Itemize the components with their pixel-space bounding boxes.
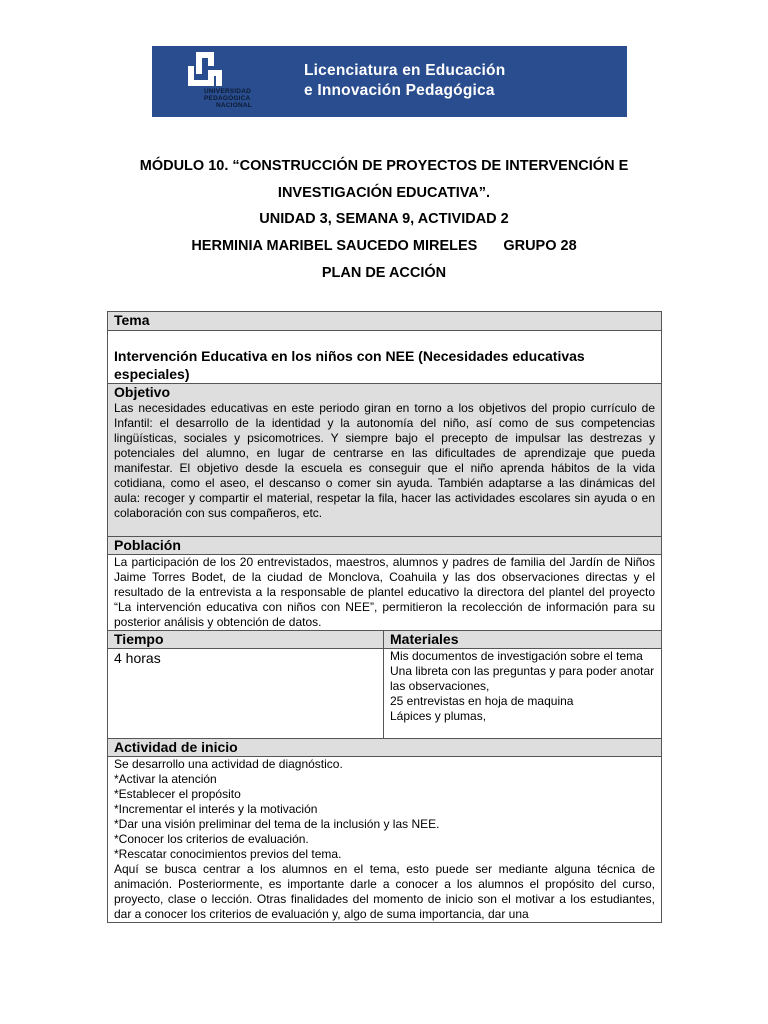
poblacion-label: Población [108, 537, 662, 555]
inicio-label: Actividad de inicio [108, 739, 662, 757]
inicio-item: *Incrementar el interés y la motivación [114, 802, 318, 816]
action-plan-table [107, 311, 662, 923]
logo-caption-line: NACIONAL [216, 102, 252, 109]
logo-caption [204, 88, 252, 109]
logo-caption-line: PEDAGÓGICA [204, 95, 251, 102]
materiales-item: Mis documentos de investigación sobre el tema [390, 649, 643, 663]
tema-header-row [108, 312, 662, 331]
materiales-item: Lápices y plumas, [390, 709, 487, 723]
upn-logo [182, 52, 282, 112]
inicio-item: Se desarrollo una actividad de diagnóstico. [114, 757, 343, 771]
inicio-cell [108, 757, 662, 923]
tiempo-materiales-row [108, 649, 662, 739]
objetivo-row [108, 384, 662, 537]
tiempo-value: 4 horas [108, 649, 384, 739]
inicio-row [108, 757, 662, 923]
tema-value: Intervención Educativa en los niños con NEE (Necesidades educativas especiales) [114, 348, 585, 382]
poblacion-text: La participación de los 20 entrevistados, maestros, alumnos y padres de familia del Jardín de Niños Jaime Torres Bodet, de la ciudad de Monclova, Coahuila y las dos observaciones directas y el resultado de la entrevista a la responsable de plantel educativo la directora del plantel del proyecto “La intervención educativa con niños con NEE”, permitieron la recolección de información para su posterior análisis y obtención de datos. [108, 555, 662, 631]
logo-caption-line: UNIVERSIDAD [204, 88, 251, 95]
materiales-item: Una libreta con las preguntas y para poder anotar las observaciones, [390, 664, 655, 693]
inicio-paragraph: Aquí se busca centrar a los alumnos en el tema, esto puede ser mediante alguna técnica de animación. Posteriormente, es importante darle a conocer a los alumnos el propósito del curso, proyecto, clase o lección. Otras finalidades del momento de inicio son el motivar a los estudiantes, dar a conocer los criterios de evaluación y, algo de suma importancia, dar una [114, 862, 656, 921]
unit-week-activity: UNIDAD 3, SEMANA 9, ACTIVIDAD 2 [259, 211, 509, 227]
program-title-line2: e Innovación Pedagógica [304, 82, 495, 99]
inicio-item: *Activar la atención [114, 772, 217, 786]
tema-value-row [108, 331, 662, 384]
plan-title: PLAN DE ACCIÓN [321, 265, 447, 281]
author-group-line [0, 238, 768, 254]
poblacion-header-row [108, 537, 662, 555]
inicio-header-row [108, 739, 662, 757]
inicio-item: *Conocer los criterios de evaluación. [114, 832, 309, 846]
materiales-label: Materiales [384, 631, 662, 649]
materiales-list [384, 649, 662, 739]
program-title-line1: Licenciatura en Educación [304, 62, 506, 79]
tiempo-label: Tiempo [108, 631, 384, 649]
inicio-item: *Dar una visión preliminar del tema de la inclusión y las NEE. [114, 817, 440, 831]
program-title [304, 61, 505, 101]
author-name: HERMINIA MARIBEL SAUCEDO MIRELES [191, 238, 478, 254]
materiales-item: 25 entrevistas en hoja de maquina [390, 694, 574, 708]
objetivo-cell [108, 384, 662, 537]
objetivo-text: Las necesidades educativas en este periodo giran en torno a los objetivos del propio currículo de Infantil: el desarrollo de la identidad y la autonomía del niño, así como de sus competencias lingüísticas, sociales y psicomotrices. Y siempre bajo el precepto de impulsar las destrezas y potenciales del alumno, en lugar de centrarse en las dificultades de aprendizaje que pueda manifestar. El objetivo desde la escuela es conseguir que el niño aprenda hábitos de la vida cotidiana, como el aseo, el descanso o comer sin ayuda. También adaptarse a las dinámicas del aula: recoger y compartir el material, respetar la fila, hacer las actividades escolares sin ayuda o en colaboración con sus compañeros, etc. [114, 401, 656, 520]
tema-label: Tema [108, 312, 662, 331]
module-title-line1: MÓDULO 10. “CONSTRUCCIÓN DE PROYECTOS DE INTERVENCIÓN E [139, 158, 629, 174]
objetivo-label: Objetivo [114, 384, 171, 400]
poblacion-row [108, 555, 662, 631]
upn-logo-icon [188, 52, 222, 90]
program-banner [152, 46, 627, 117]
inicio-item: *Rescatar conocimientos previos del tema. [114, 847, 342, 861]
tiempo-materiales-header-row [108, 631, 662, 649]
module-title-line2: INVESTIGACIÓN EDUCATIVA”. [277, 185, 491, 201]
inicio-item: *Establecer el propósito [114, 787, 241, 801]
group-number: GRUPO 28 [503, 238, 577, 254]
tema-value-cell [108, 331, 662, 384]
